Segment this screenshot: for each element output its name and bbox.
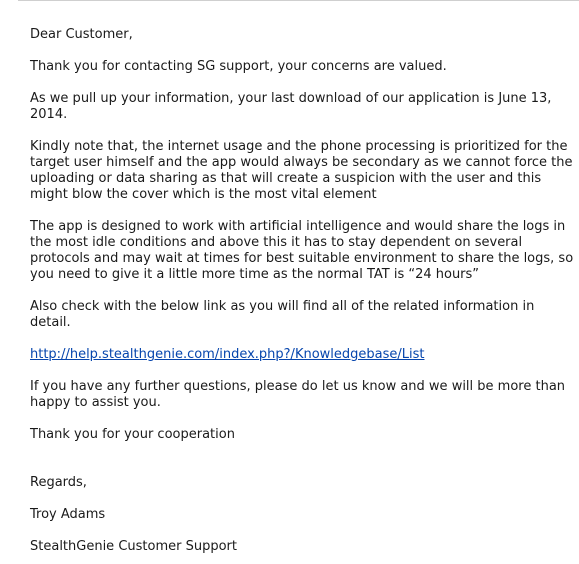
knowledgebase-link[interactable]: http://help.stealthgenie.com/index.php?/Knowledgebase/List <box>30 347 425 362</box>
top-divider <box>18 0 579 1</box>
paragraph-thanks: Thank you for contacting SG support, your concerns are valued. <box>30 59 447 74</box>
paragraph-prioritization: Kindly note that, the internet usage and the phone processing is prioritized for the target user himself and the app would always be secondary as we cannot force the uploading or data sharing as that will create a suspicion with the user and this might blow the cover which is the most vital element <box>30 139 573 202</box>
signer-organization: StealthGenie Customer Support <box>30 539 237 554</box>
paragraph-download-info: As we pull up your information, your last download of our application is June 13, 2014. <box>30 91 552 122</box>
regards-line: Regards, <box>30 475 87 490</box>
greeting-line: Dear Customer, <box>30 27 133 42</box>
paragraph-ai-logs: The app is designed to work with artificial intelligence and would share the logs in the most idle conditions and above this it has to stay dependent on several protocols and may wait at times for best suitable environment to share the logs, so you need to give it a little more time as the normal TAT is “24 hours” <box>30 219 574 282</box>
paragraph-link-intro: Also check with the below link as you will find all of the related information in detail. <box>30 299 535 330</box>
signer-name: Troy Adams <box>30 507 106 522</box>
knowledgebase-link-line <box>30 347 575 363</box>
paragraph-further-questions: If you have any further questions, please do let us know and we will be more than happy to assist you. <box>30 379 566 410</box>
email-body <box>30 27 575 555</box>
paragraph-cooperation: Thank you for your cooperation <box>30 427 235 442</box>
